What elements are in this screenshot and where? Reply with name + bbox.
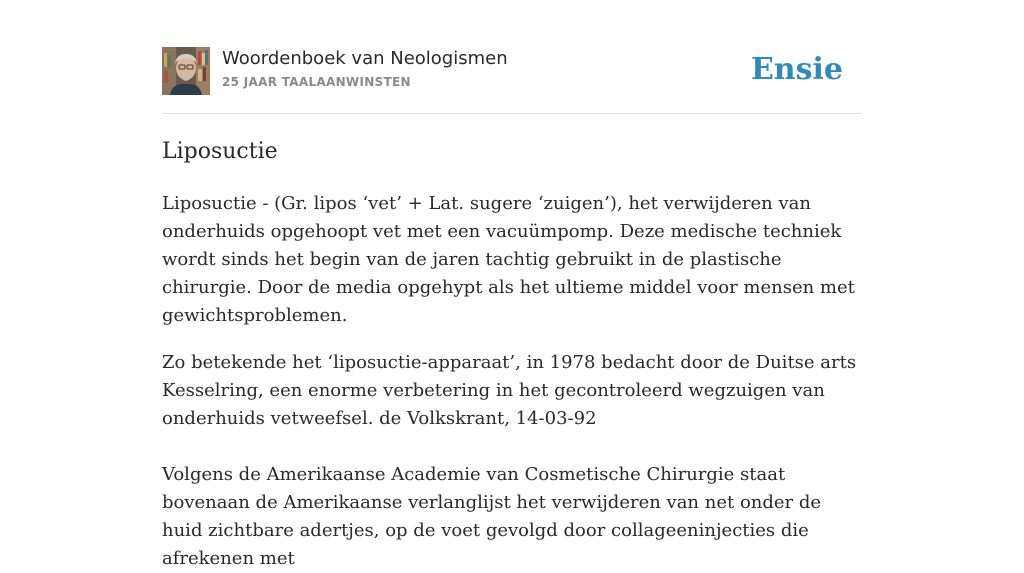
article-paragraph-quote-volkskrant: Zo betekende het ‘liposuctie-apparaat’, in 1978 bedacht door de Duitse arts Kesselring, een enorme verbetering in het gecontroleerd wegzuigen van onderhuids vetweefsel. de Volkskrant, 14-03-92: [162, 352, 857, 429]
ensie-logo[interactable]: Ensie: [750, 52, 843, 87]
site-header: [162, 47, 862, 95]
site-subtitle: 25 JAAR TAALAANWINSTEN: [222, 75, 411, 89]
article-body: [162, 190, 866, 573]
site-title[interactable]: Woordenboek van Neologismen: [222, 48, 508, 69]
article-paragraph-quote-academy: Volgens de Amerikaanse Academie van Cosmetische Chirurgie staat bovenaan de Amerikaanse verlanglijst het verwijderen van net onder de huid zichtbare adertjes, op de voet gevolgd door collageeninjecties die afrekenen met: [162, 464, 822, 569]
avatar-portrait-image: [162, 47, 210, 95]
header-divider: [162, 113, 862, 114]
author-avatar[interactable]: [162, 47, 210, 95]
article-title: Liposuctie: [162, 139, 278, 164]
article-paragraph-definition: Liposuctie - (Gr. lipos ‘vet’ + Lat. sugere ‘zuigen’), het verwijderen van onderhuids opgehoopt vet met een vacuümpomp. Deze medische techniek wordt sinds het begin van de jaren tachtig gebruikt in de plastische chirurgie. Door de media opgehypt als het ultieme middel voor mensen met gewichtsproblemen.: [162, 193, 855, 326]
